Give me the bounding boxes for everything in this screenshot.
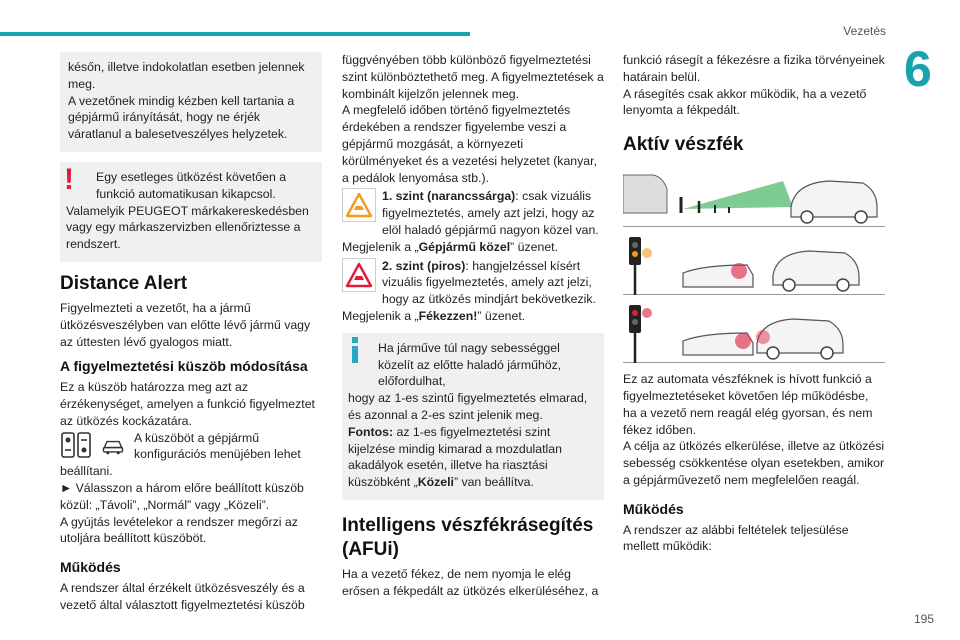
msg-pre: Megjelenik a „ xyxy=(342,239,419,254)
heading-active-brake: Aktív vészfék xyxy=(623,134,744,156)
important-end: ” van beállítva. xyxy=(453,475,534,490)
level-1-message xyxy=(342,239,604,256)
level-2-message xyxy=(342,308,604,325)
paragraph: beállítani. xyxy=(60,464,113,479)
paragraph: A rendszer által érzékelt ütközésveszély és a vezető által választott figyelmeztetési küszöb xyxy=(60,580,305,612)
msg-post: ” üzenet. xyxy=(510,239,558,254)
settings-instruction xyxy=(60,430,322,464)
warning-box xyxy=(60,162,322,262)
vehicle-settings-icon xyxy=(60,430,94,460)
heading-threshold: A figyelmeztetési küszöb módosítása xyxy=(60,358,308,375)
chapter-number: 6 xyxy=(904,41,932,97)
level-1-text xyxy=(382,188,604,238)
paragraph: ► Válasszon a három előre beállított küszöb közül: „Távoli”, „Normál” vagy „Közeli”. xyxy=(60,480,304,512)
level-2-item xyxy=(342,258,604,308)
paragraph: függvényében több különböző figyelmeztetési szint különböztethető meg. A figyelmeztetések a kombinált kijelzőn jelennek meg. A megfelelő időben történő figyelmeztetés érdekében a rendszer figyelembe veszi a gépjármű mozgását, a környezeti körülményeket és a vezetési helyzetet (kanyar, a pedálok lenyomása stb.). xyxy=(342,53,604,185)
info-text: Ha járműve túl nagy sebességgel közelít az előtte haladó járműhöz, előfordulhat, xyxy=(378,340,562,389)
paragraph: Ez az automata vészféknek is hívott funkció a figyelmeztetéseket követően lép működésbe, ha a vezető nem reagál elég gyorsan, és nem fékez időben. A célja az ütközés elkerülése, illetve az ütközési sebesség csökkentése olyan esetekben, amikor a gépjárművezető nem megfelelően reagál. xyxy=(623,372,885,487)
orange-warning-triangle-icon xyxy=(342,188,376,222)
heading-operation: Működés xyxy=(623,500,684,517)
warning-text: Egy esetleges ütközést követően a funkció automatikusan kikapcsol. xyxy=(96,169,287,201)
paragraph: Figyelmezteti a vezetőt, ha a jármű ütközésveszélyben van előtte lévő jármű vagy az úttesten lévő gyalogos miatt. xyxy=(60,300,311,349)
heading-afu: Intelligens vészfékrásegítés (AFUi) xyxy=(342,514,594,560)
column-3 xyxy=(623,52,885,555)
note-text: későn, illetve indokolatlan esetben jelennek meg. A vezetőnek mindig kézben kell tartania a gépjármű irányítását, hogy ne érjék váratlanul a balesetveszélyes helyzetek. xyxy=(68,60,305,142)
paragraph: A rendszer az alábbi feltételek teljesülése mellett működik: xyxy=(623,522,849,554)
paragraph: A gyújtás levételekor a rendszer megőrzi az utoljára beállított küszöböt. xyxy=(60,514,298,546)
level-1-label: 1. szint (narancssárga) xyxy=(382,189,516,204)
important-bold: Közeli xyxy=(417,475,454,490)
info-box xyxy=(342,333,604,500)
paragraph: Ha a vezető fékez, de nem nyomja le elég erősen a fékpedált az ütközés elkerüléséhez, a xyxy=(342,566,599,598)
heading-operation: Működés xyxy=(60,559,121,576)
illustration-braking xyxy=(623,303,885,363)
heading-distance-alert: Distance Alert xyxy=(60,272,188,294)
info-text-rest: hogy az 1-es szintű figyelmeztetés elmarad, és azonnal a 2-es szint jelenik meg. xyxy=(348,391,588,422)
msg-bold: Gépjármű közel xyxy=(418,239,511,254)
exclamation-icon: ! xyxy=(64,162,74,196)
level-2-label: 2. szint (piros) xyxy=(382,258,466,273)
column-1 xyxy=(60,52,322,614)
msg-bold: Fékezzen! xyxy=(418,308,478,323)
icon-instruction-text: A küszöböt a gépjármű konfigurációs menüjében lehet xyxy=(134,430,301,462)
paragraph: Ez a küszöb határozza meg azt az érzékenységet, amelyen a funkció figyelmeztet az ütközés kockázatára. xyxy=(60,380,315,428)
important-text: az 1-es figyelmeztetési szint kijelzése mindig kimarad a mozdulatlan akadályok esetén, illetve ha riasztási küszöbként „ xyxy=(348,424,562,490)
msg-post: ” üzenet. xyxy=(477,308,526,323)
level-1-desc: : csak vizuális figyelmeztetés, amely azt jelzi, hogy az elöl haladó gépjármű nagyon közel van. xyxy=(382,189,599,237)
level-1-item xyxy=(342,188,604,238)
illustration-approach xyxy=(623,167,885,227)
level-2-text xyxy=(382,258,604,308)
header-accent-bar xyxy=(0,32,470,36)
red-warning-triangle-icon xyxy=(342,258,376,292)
section-title: Vezetés xyxy=(843,24,886,38)
important-label: Fontos: xyxy=(348,424,394,439)
paragraph: funkció rásegít a fékezésre a fizika törvényeinek határain belül. A rásegítés csak akkor működik, ha a vezető lenyomta a fékpedált. xyxy=(623,53,885,118)
info-important xyxy=(348,424,594,491)
warning-text-rest: Valamelyik PEUGEOT márkakereskedésben vagy egy márkaszervizben ellenőriztesse a rendszert. xyxy=(66,203,309,252)
note-box xyxy=(60,52,322,152)
car-icon xyxy=(98,430,128,460)
illustration-warning xyxy=(623,235,885,295)
column-2 xyxy=(342,52,604,600)
msg-pre: Megjelenik a „ xyxy=(342,308,419,323)
level-2-desc: : hangjelzéssel kísért vizuális figyelmeztetés, amely azt jelzi, hogy az ütközés mindjárt bekövetkezik. xyxy=(382,258,596,307)
page-number: 195 xyxy=(913,612,934,626)
